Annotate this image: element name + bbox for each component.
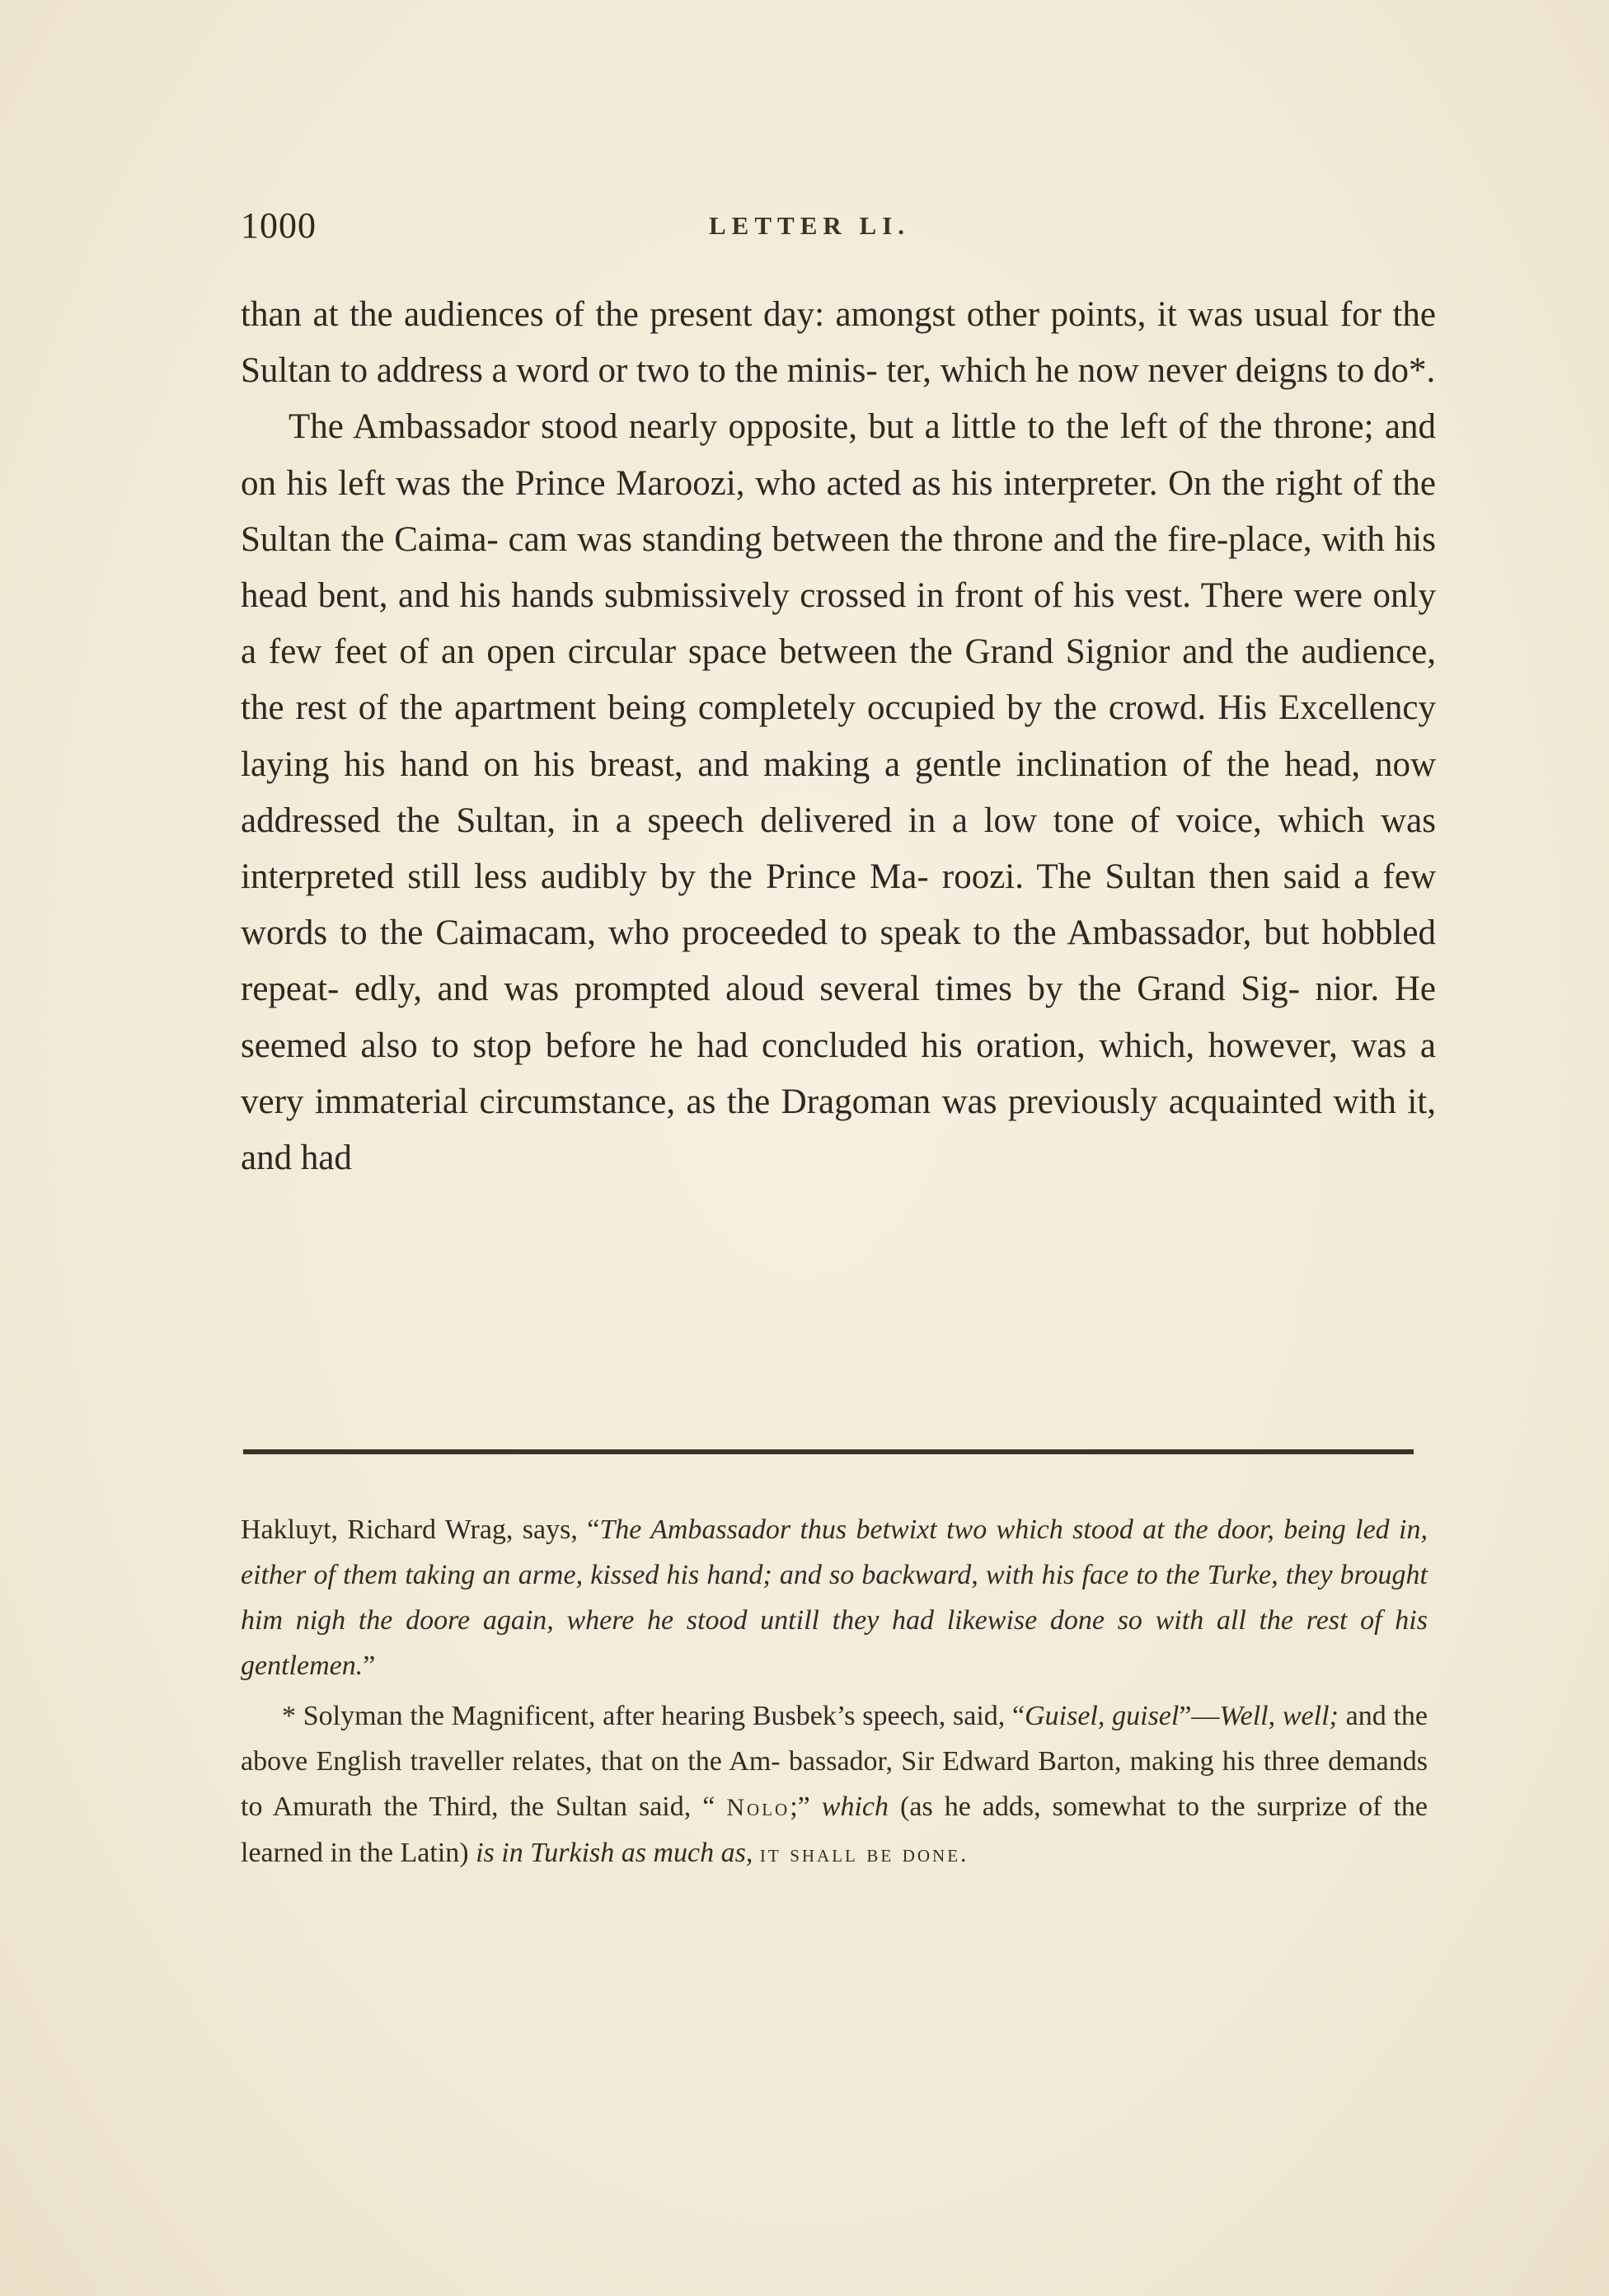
footnote-solyman-guisel: Guisel, guisel bbox=[1025, 1701, 1180, 1731]
footnote-solyman-well: Well, well; bbox=[1219, 1701, 1339, 1731]
footnote-hakluyt bbox=[241, 1507, 1428, 1688]
footnote-hakluyt-close: ” bbox=[363, 1650, 376, 1681]
footnote-solyman-paren: (as he adds, somewhat to the surprize of the learned in the Latin) bbox=[241, 1791, 1428, 1868]
running-head: LETTER LI. bbox=[709, 211, 911, 240]
page-header bbox=[241, 204, 1436, 254]
footnote-solyman bbox=[241, 1693, 1428, 1876]
footnote-solyman-which: which bbox=[821, 1791, 889, 1822]
paragraph-ambassador: The Ambassador stood nearly opposite, but a little to the left of the throne; and on his left was the Prince Maroozi, who acted as his interpreter. On the right of the Sultan the Caima- cam was standing between the throne and the fire-place, with his head bent, and his hands submissively crossed in front of his vest. There were only a few feet of an open circular space between the Grand Signior and the audience, the rest of the apartment being completely occupied by the crowd. His Excellency laying his hand on his breast, and making a gentle inclination of the head, now addressed the Sultan, in a speech delivered in a low tone of voice, which was interpreted still less audibly by the Prince Ma- roozi. The Sultan then said a few words to the Caimacam, who proceeded to speak to the Ambassador, but hobbled repeat- edly, and was prompted aloud several times by the Grand Sig- nior. He seemed also to stop before he had concluded his oration, which, however, was a very immaterial circumstance, as the Dragoman was previously acquainted with it, and had bbox=[241, 407, 1436, 1178]
footnote-solyman-mid: and the above English traveller relates, that on the Am- bassador, Sir Edward Barton, making his three demands to Amurath the Third, the Sultan said, “ bbox=[241, 1701, 1428, 1822]
page-number: 1000 bbox=[241, 205, 317, 246]
footnote-solyman-turkish: is in Turkish as much as, bbox=[476, 1838, 753, 1868]
footnote-hakluyt-quote: The Ambassador thus betwixt two which stood at the door, being led in, either of them taking an arme, kissed his hand; and so backward, with his face to the Turke, they brought him nigh the doore again, where he stood untill they had likewise done so with all the rest of his gentlemen. bbox=[241, 1514, 1428, 1681]
footnote-rule bbox=[243, 1449, 1414, 1454]
footnote-solyman-shall: it shall be done. bbox=[759, 1840, 969, 1867]
footnote-solyman-space bbox=[753, 1838, 760, 1868]
footnote-solyman-dash: ”— bbox=[1179, 1701, 1220, 1731]
body-text bbox=[241, 287, 1436, 1186]
footnotes bbox=[241, 1507, 1428, 1876]
footnote-solyman-nolo: Nolo bbox=[726, 1794, 790, 1821]
footnote-solyman-after-nolo: ;” bbox=[790, 1791, 822, 1822]
footnote-solyman-lead: * Solyman the Magnificent, after hearing Busbek’s speech, said, “ bbox=[282, 1701, 1025, 1731]
footnote-hakluyt-lead: Hakluyt, Richard Wrag, says, “ bbox=[241, 1514, 600, 1545]
paragraph-continuation: than at the audiences of the present day: amongst other points, it was usual for the Sultan to address a word or two to the minis- ter, which he now never deigns to do*. bbox=[241, 295, 1436, 391]
